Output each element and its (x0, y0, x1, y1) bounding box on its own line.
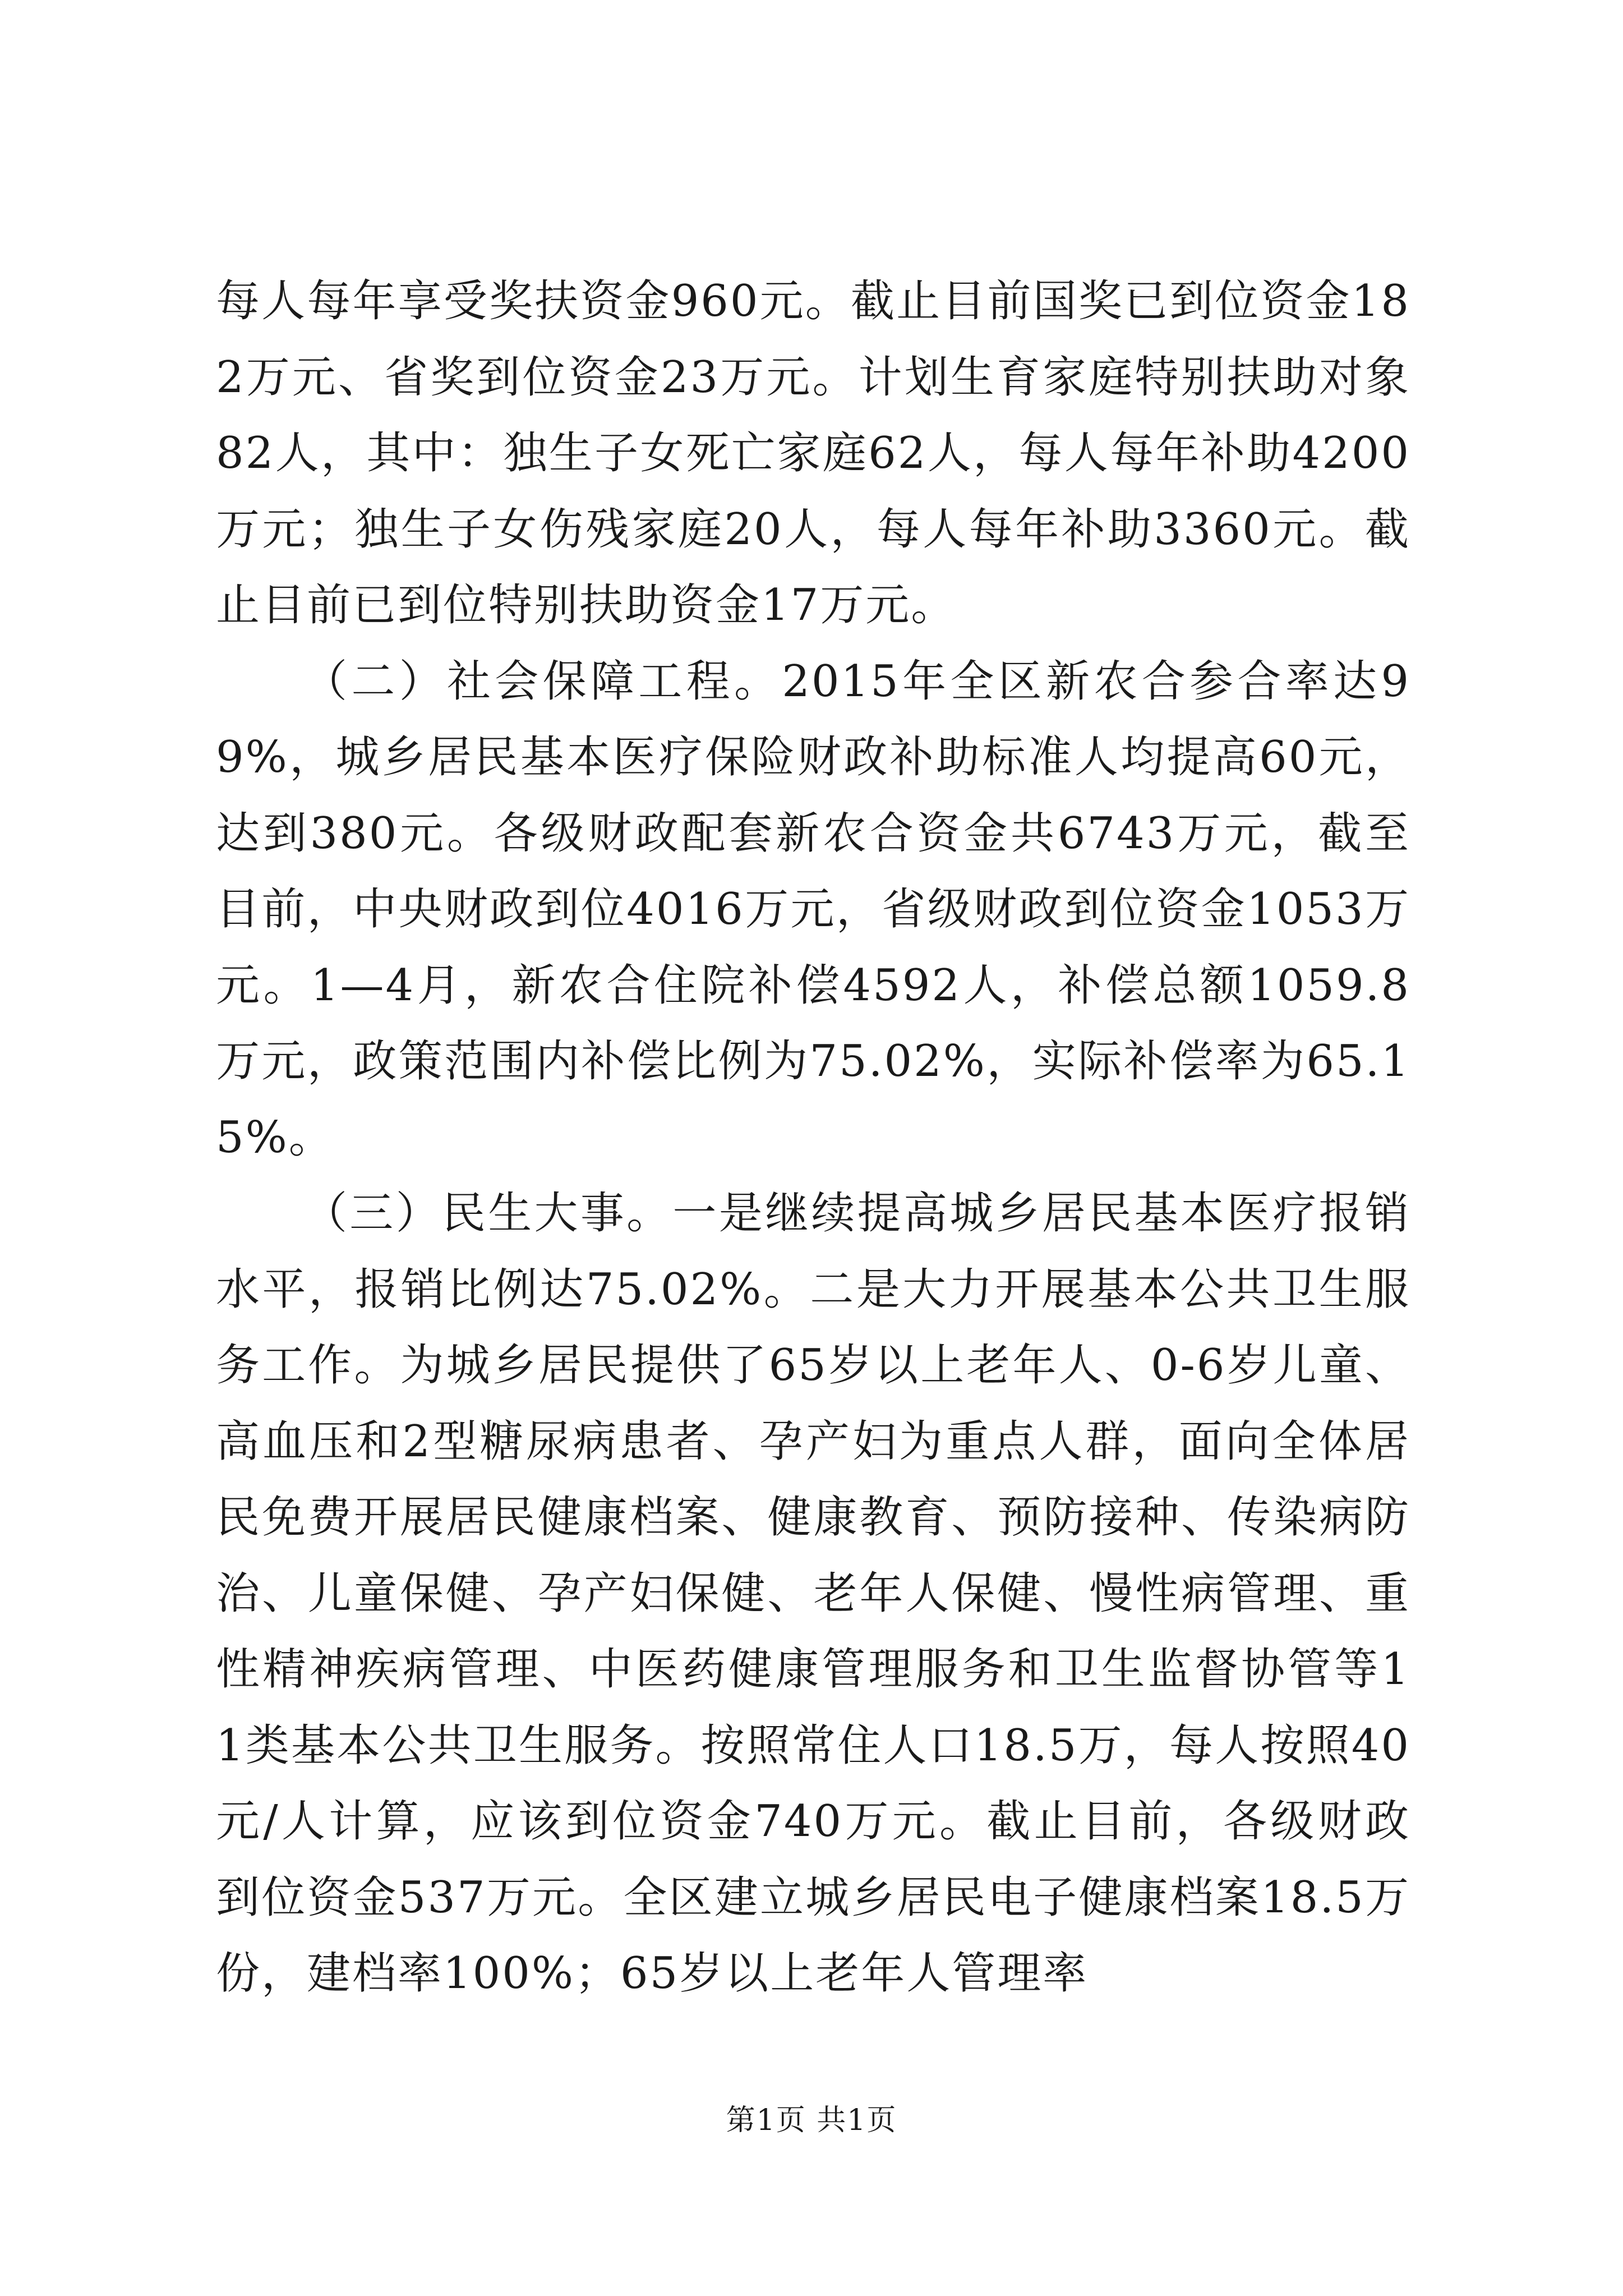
paragraph-continuation: 每人每年享受奖扶资金960元。截止目前国奖已到位资金182万元、省奖到位资金23万元。计划生育家庭特别扶助对象82人，其中：独生子女死亡家庭62人，每人每年补助4200万元；独生子女伤残家庭20人，每人每年补助3360元。截止目前已到位特别扶助资金17万元。 (216, 276, 1410, 631)
page-number-footer: 第1页 共1页 (726, 2104, 897, 2137)
paragraph-social-security: （二）社会保障工程。2015年全区新农合参合率达99%，城乡居民基本医疗保险财政补助标准人均提高60元，达到380元。各级财政配套新农合资金共6743万元，截至目前，中央财政到位4016万元，省级财政到位资金1053万元。1—4月，新农合住院补偿4592人，补偿总额1059.8万元，政策范围内补偿比例为75.02%，实际补偿率为65.15%。 (216, 656, 1410, 1163)
document-body (216, 264, 1410, 2012)
paragraph-livelihood: （三）民生大事。一是继续提高城乡居民基本医疗报销水平，报销比例达75.02%。二是大力开展基本公共卫生服务工作。为城乡居民提供了65岁以上老年人、0-6岁儿童、高血压和2型糖尿病患者、孕产妇为重点人群，面向全体居民免费开展居民健康档案、健康教育、预防接种、传染病防治、儿童保健、孕产妇保健、老年人保健、慢性病管理、重性精神疾病管理、中医药健康管理服务和卫生监督协管等11类基本公共卫生服务。按照常住人口18.5万，每人按照40元/人计算，应该到位资金740万元。截止目前，各级财政到位资金537万元。全区建立城乡居民电子健康档案18.5万份，建档率100%；65岁以上老年人管理率 (216, 1188, 1410, 1999)
